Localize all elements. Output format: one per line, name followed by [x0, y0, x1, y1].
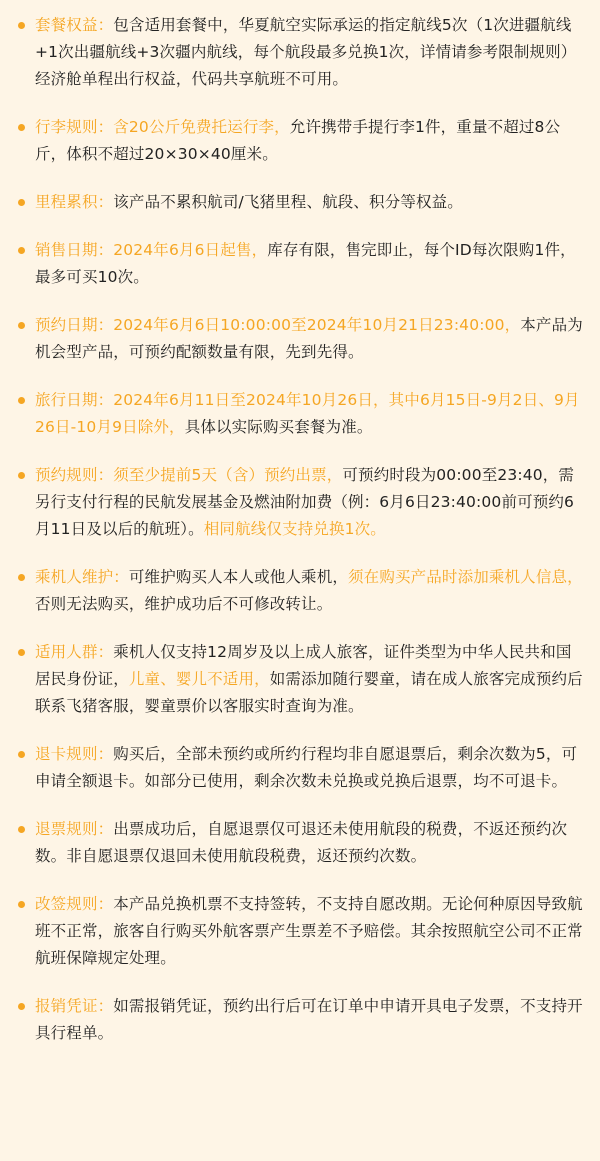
rule-text: 本产品兑换机票不支持签转，不支持自愿改期。无论何种原因导致航班不正常，旅客自行购买外航客票产生票差不予赔偿。其余按照航空公司不正常航班保障规定处理。 [35, 895, 583, 967]
rule-highlight-text: 2024年6月6日起售， [113, 241, 268, 259]
rule-highlight-text: 须至少提前5天（含）预约出票， [113, 466, 343, 484]
rule-title: 退票规则： [35, 820, 114, 838]
rule-item [18, 387, 584, 441]
rule-text: 否则无法购买，维护成功后不可修改转让。 [35, 595, 333, 613]
rule-item [18, 891, 584, 972]
rule-highlight-text: 2024年6月11日至2024年10月26日，其中6月15日-9月2日、9月26日-10月9日除外， [35, 391, 580, 436]
bullet-dot-icon [18, 322, 25, 329]
rule-item [18, 639, 584, 720]
rule-highlight-text: 相同航线仅支持兑换1次。 [203, 520, 386, 538]
rule-highlight-text: 2024年6月6日10:00:00至2024年10月21日23:40:00， [113, 316, 521, 334]
rule-text: 库存有限，售完即止，每个ID每次限购1件，最多可买10次。 [35, 241, 576, 286]
rule-item [18, 564, 584, 618]
rule-text: 出票成功后，自愿退票仅可退还未使用航段的税费，不返还预约次数。非自愿退票仅退回未使用航段税费，返还预约次数。 [35, 820, 568, 865]
rule-title: 里程累积： [35, 193, 114, 211]
rule-title: 行李规则： [35, 118, 114, 136]
bullet-dot-icon [18, 751, 25, 758]
rule-title: 旅行日期： [35, 391, 114, 409]
rule-highlight-text: 含20公斤免费托运行李， [113, 118, 290, 136]
rule-item [18, 462, 584, 543]
rule-title: 改签规则： [35, 895, 114, 913]
bullet-dot-icon [18, 472, 25, 479]
rule-text: 具体以实际购买套餐为准。 [184, 418, 373, 436]
bullet-dot-icon [18, 22, 25, 29]
rule-text: 该产品不累积航司/飞猪里程、航段、积分等权益。 [113, 193, 463, 211]
rule-title: 适用人群： [35, 643, 114, 661]
rule-title: 销售日期： [35, 241, 114, 259]
rule-text: 可维护购买人本人或他人乘机， [128, 568, 349, 586]
bullet-dot-icon [18, 901, 25, 908]
rule-text: 包含适用套餐中，华夏航空实际承运的指定航线5次（1次进疆航线+1次出疆航线+3次疆内航线，每个航段最多兑换1次，详情请参考限制规则）经济舱单程出行权益，代码共享航班不可用。 [35, 16, 577, 88]
rule-item [18, 189, 584, 216]
rule-text: 如需添加随行婴童，请在成人旅客完成预约后联系飞猪客服，婴童票价以客服实时查询为准。 [35, 670, 583, 715]
rule-item [18, 741, 584, 795]
bullet-dot-icon [18, 397, 25, 404]
rule-highlight-text: 须在购买产品时添加乘机人信息， [348, 568, 583, 586]
rule-title: 乘机人维护： [35, 568, 129, 586]
rule-text: 允许携带手提行李1件，重量不超过8公斤，体积不超过20×30×40厘米。 [35, 118, 561, 163]
rule-title: 预约规则： [35, 466, 114, 484]
rule-text: 购买后，全部未预约或所约行程均非自愿退票后，剩余次数为5，可申请全额退卡。如部分已使用，剩余次数未兑换或兑换后退票，均不可退卡。 [35, 745, 578, 790]
rule-item [18, 114, 584, 168]
bullet-dot-icon [18, 1003, 25, 1010]
rule-title: 退卡规则： [35, 745, 114, 763]
bullet-dot-icon [18, 247, 25, 254]
rule-title: 套餐权益： [35, 16, 114, 34]
rule-highlight-text: 儿童、婴儿不适用， [128, 670, 270, 688]
rule-item [18, 237, 584, 291]
bullet-dot-icon [18, 574, 25, 581]
rule-text: 本产品为机会型产品，可预约配额数量有限，先到先得。 [35, 316, 583, 361]
bullet-dot-icon [18, 124, 25, 131]
rule-item [18, 993, 584, 1047]
bullet-dot-icon [18, 826, 25, 833]
rule-item [18, 312, 584, 366]
bullet-dot-icon [18, 649, 25, 656]
rule-title: 预约日期： [35, 316, 114, 334]
rule-text: 可预约时段为00:00至23:40，需另行支付行程的民航发展基金及燃油附加费（例：6月6日23:40:00前可预约6月11日及以后的航班）。 [35, 466, 575, 538]
bullet-dot-icon [18, 199, 25, 206]
rule-text: 乘机人仅支持12周岁及以上成人旅客，证件类型为中华人民共和国居民身份证， [35, 643, 572, 688]
rule-title: 报销凭证： [35, 997, 114, 1015]
rule-item [18, 12, 584, 93]
rule-item [18, 816, 584, 870]
rule-text: 如需报销凭证，预约出行后可在订单中申请开具电子发票，不支持开具行程单。 [35, 997, 583, 1042]
